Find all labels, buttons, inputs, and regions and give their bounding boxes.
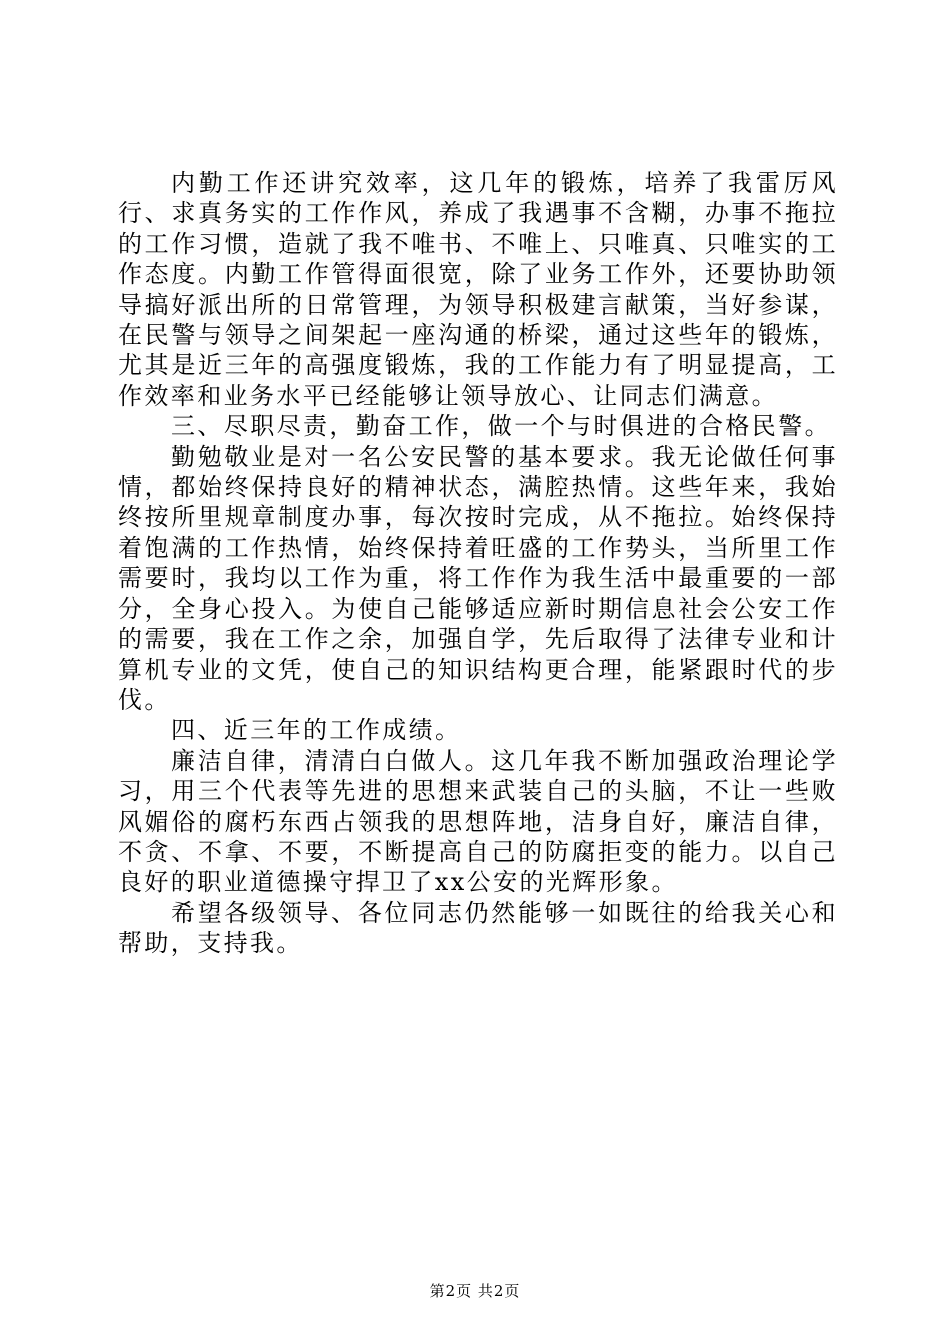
section-heading-4: 四、近三年的工作成绩。 — [171, 716, 462, 745]
paragraph-diligence: 勤勉敬业是对一名公安民警的基本要求。我无论做任何事情，都始终保持良好的精神状态，满腔热情。这些年来，我始终按所里规章制度办事，每次按时完成，从不拖拉。始终保持着饱满的工作热情，始终保持着旺盛的工作势头，当所里工作需要时，我均以工作为重，将工作作为我生活中最重要的一部分，全身心投入。为使自己能够适应新时期信息社会公安工作的需要，我在工作之余，加强自学，先后取得了法律专业和计算机专业的文凭，使自己的知识结构更合理，能紧跟时代的步伐。 — [118, 442, 838, 714]
page-footer — [0, 1281, 950, 1301]
section-heading-3: 三、尽职尽责，勤奋工作，做一个与时俱进的合格民警。 — [171, 412, 831, 441]
paragraph-work-efficiency: 内勤工作还讲究效率，这几年的锻炼，培养了我雷厉风行、求真务实的工作作风，养成了我遇事不含糊，办事不拖拉的工作习惯，造就了我不唯书、不唯上、只唯真、只唯实的工作态度。内勤工作管得面很宽，除了业务工作外，还要协助领导搞好派出所的日常管理，为领导积极建言献策，当好参谋，在民警与领导之间架起一座沟通的桥梁，通过这些年的锻炼，尤其是近三年的高强度锻炼，我的工作能力有了明显提高，工作效率和业务水平已经能够让领导放心、让同志们满意。 — [118, 169, 838, 410]
body-text — [118, 168, 838, 959]
page-number-label: 第2页 共2页 — [429, 1282, 521, 1300]
paragraph-integrity: 廉洁自律，清清白白做人。这几年我不断加强政治理论学习，用三个代表等先进的思想来武装自己的头脑，不让一些败风媚俗的腐朽东西占领我的思想阵地，洁身自好，廉洁自律，不贪、不拿、不要，不断提高自己的防腐拒变的能力。以自己良好的职业道德操守捍卫了xx公安的光辉形象。 — [118, 746, 838, 897]
paragraph-closing: 希望各级领导、各位同志仍然能够一如既往的给我关心和帮助，支持我。 — [118, 898, 838, 958]
